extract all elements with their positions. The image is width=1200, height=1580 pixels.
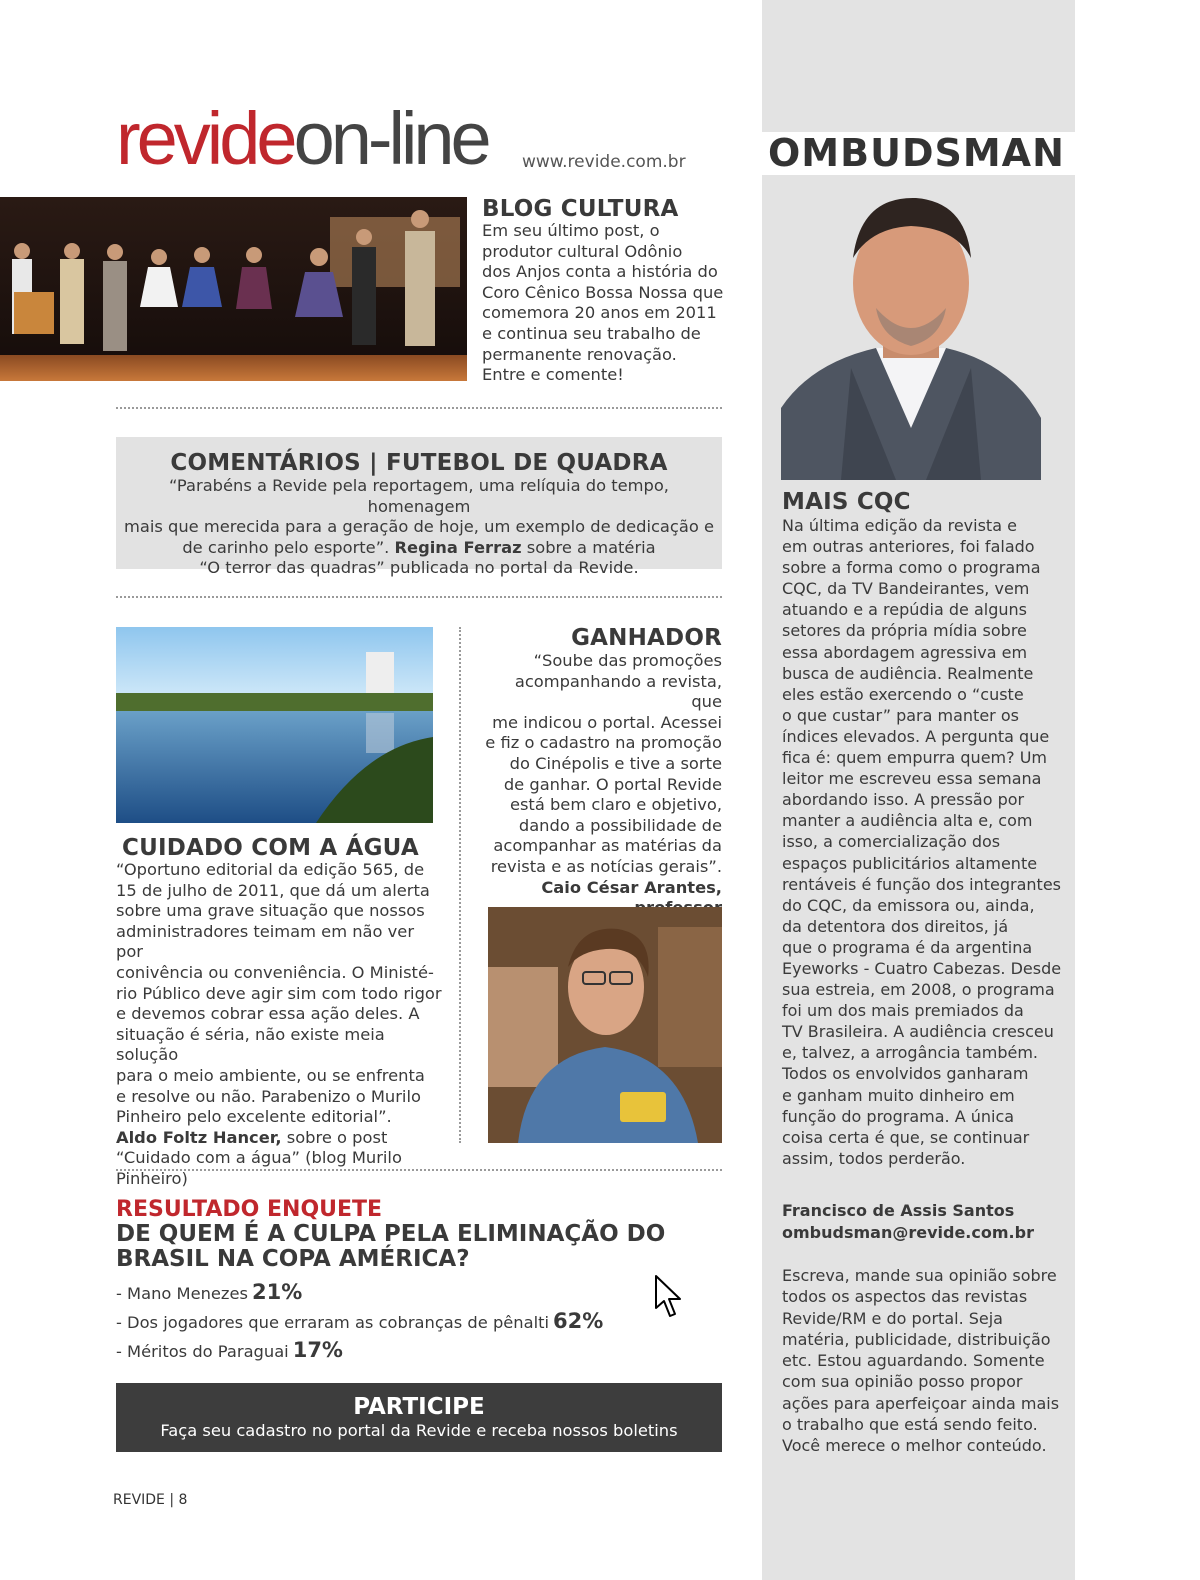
- poll-label[interactable]: RESULTADO ENQUETE: [116, 1197, 383, 1222]
- mais-cqc-title[interactable]: MAIS CQC: [782, 489, 911, 515]
- signature-name: Francisco de Assis Santos: [782, 1201, 1015, 1220]
- winner-line: acompanhando a revista, que: [514, 671, 722, 712]
- blog-cultura-title[interactable]: BLOG CULTURA: [482, 196, 679, 222]
- ombudsman-portrait: [781, 188, 1041, 480]
- ombudsman-line: espaços publicitários altamente: [782, 853, 1038, 873]
- poll-question: [116, 1222, 736, 1272]
- poll-option-text: - Dos jogadores que erraram as cobranças de pênalti: [116, 1313, 550, 1332]
- winner-line: e fiz o cadastro na promoção: [485, 733, 722, 753]
- poll-option-value: 17%: [292, 1338, 343, 1362]
- water-line: Pinheiro pelo excelente editorial”.: [116, 1107, 392, 1127]
- ombudsman-line: setores da própria mídia sobre: [782, 621, 1027, 641]
- participe-title[interactable]: PARTICIPE: [353, 1394, 485, 1420]
- blog-cultura-text: [482, 221, 752, 386]
- ombudsman-line: essa abordagem agressiva em: [782, 642, 1028, 662]
- water-author: Aldo Foltz Hancer,: [116, 1127, 282, 1147]
- ombudsman-line: função do programa. A única: [782, 1106, 1015, 1126]
- ombudsman-line: fica é: quem empurra quem? Um: [782, 748, 1047, 768]
- ombudsman-line: busca de audiência. Realmente: [782, 663, 1034, 683]
- site-url-link[interactable]: www.revide.com.br: [522, 152, 686, 172]
- poll-option: [116, 1280, 302, 1304]
- ombudsman-line: rentáveis é função dos integrantes: [782, 874, 1061, 894]
- ombudsman-line: e, talvez, a arrogância também.: [782, 1043, 1038, 1063]
- comment-line: mais que merecida para a geração de hoje, um exemplo de dedicação e: [124, 517, 714, 537]
- ombudsman-line: abordando isso. A pressão por: [782, 790, 1025, 810]
- poll-option-text: - Mano Menezes: [116, 1284, 248, 1303]
- winner-text: [482, 651, 722, 919]
- ombudsman-line: atuando e a repúdia de alguns: [782, 600, 1027, 620]
- blog-text-line: e continua seu trabalho de: [482, 323, 701, 343]
- ombudsman-line: e ganham muito dinheiro em: [782, 1085, 1015, 1105]
- blog-text-line: permanente renovação.: [482, 344, 677, 364]
- closing-line: todos os aspectos das revistas: [782, 1287, 1028, 1307]
- ombudsman-line: o que custar” para manter os: [782, 705, 1019, 725]
- logo-revide: revide: [116, 97, 294, 180]
- revide-online-logo[interactable]: [116, 97, 488, 180]
- water-line: conivência ou conveniência. O Ministé-: [116, 962, 434, 982]
- water-line: rio Público deve agir sim com todo rigor: [116, 983, 442, 1003]
- ombudsman-line: CQC, da TV Bandeirantes, vem: [782, 579, 1030, 599]
- comment-text: sobre a matéria: [521, 537, 656, 557]
- closing-line: matéria, publicidade, distribuição: [782, 1329, 1051, 1349]
- poll-question-line: DE QUEM É A CULPA PELA ELIMINAÇÃO DO: [116, 1221, 666, 1247]
- winner-line: me indicou o portal. Acessei: [492, 712, 722, 732]
- blog-text-line: Entre e comente!: [482, 365, 624, 385]
- ombudsman-line: TV Brasileira. A audiência cresceu: [782, 1022, 1054, 1042]
- divider: [116, 596, 722, 598]
- comment-line: [116, 538, 722, 559]
- water-text: [116, 860, 446, 1190]
- poll-option-value: 21%: [251, 1280, 303, 1304]
- comments-text: [116, 476, 722, 579]
- closing-line: Revide/RM e do portal. Seja: [782, 1308, 1003, 1328]
- water-text-span: sobre o post: [281, 1127, 388, 1147]
- blog-text-line: produtor cultural Odônio: [482, 241, 683, 261]
- ombudsman-closing: [782, 1265, 1072, 1457]
- winner-line: revista e as notícias gerais”.: [490, 856, 722, 876]
- poll-option: [116, 1338, 343, 1362]
- water-line: “Cuidado com a água” (blog Murilo: [116, 1148, 402, 1168]
- comment-author: Regina Ferraz: [394, 537, 522, 557]
- water-line: “Oportuno editorial da edição 565, de: [116, 860, 425, 879]
- comment-text: de carinho pelo esporte”.: [182, 537, 395, 557]
- water-line: Pinheiro): [116, 1168, 188, 1188]
- water-line: [116, 1128, 446, 1149]
- ombudsman-title: OMBUDSMAN: [768, 131, 1065, 175]
- winner-author: Caio César Arantes,: [541, 877, 722, 897]
- ombudsman-line: Na última edição da revista e: [782, 516, 1017, 535]
- page-footer: REVIDE | 8: [113, 1492, 188, 1508]
- blog-text-line: comemora 20 anos em 2011: [482, 303, 717, 323]
- comment-line: “Parabéns a Revide pela reportagem, uma relíquia do tempo, homenagem: [169, 476, 669, 516]
- winner-line: “Soube das promoções: [533, 651, 722, 670]
- poll-option: [116, 1309, 603, 1333]
- poll-question-line: BRASIL NA COPA AMÉRICA?: [116, 1246, 470, 1272]
- ombudsman-line: manter a audiência alta e, com: [782, 811, 1033, 831]
- winner-photo: [488, 907, 722, 1143]
- closing-line: Escreva, mande sua opinião sobre: [782, 1266, 1057, 1285]
- comment-line: “O terror das quadras” publicada no portal da Revide.: [199, 558, 639, 578]
- ombudsman-line: assim, todos perderão.: [782, 1148, 966, 1168]
- poll-option-value: 62%: [553, 1309, 604, 1333]
- water-line: para o meio ambiente, ou se enfrenta: [116, 1065, 425, 1085]
- winner-line: acompanhar as matérias da: [493, 836, 722, 856]
- closing-line: com sua opinião posso propor: [782, 1372, 1023, 1392]
- divider: [116, 1169, 722, 1171]
- column-divider: [459, 627, 461, 1143]
- ombudsman-line: Eyeworks - Cuatro Cabezas. Desde: [782, 958, 1062, 978]
- closing-line: ações para aperfeiçoar ainda mais: [782, 1393, 1060, 1413]
- poll-option-text: - Méritos do Paraguai: [116, 1342, 289, 1361]
- water-line: administradores teimam em não ver por: [116, 921, 415, 962]
- winner-line: do Cinépolis e tive a sorte: [509, 753, 722, 773]
- water-line: sobre uma grave situação que nossos: [116, 901, 425, 921]
- water-title[interactable]: CUIDADO COM A ÁGUA: [122, 835, 419, 861]
- ombudsman-line: foi um dos mais premiados da: [782, 1001, 1024, 1021]
- logo-online: on-line: [293, 97, 488, 180]
- water-line: e resolve ou não. Parabenizo o Murilo: [116, 1086, 421, 1106]
- ombudsman-line: sua estreia, em 2008, o programa: [782, 980, 1055, 1000]
- blog-text-line: dos Anjos conta a história do: [482, 262, 718, 282]
- ombudsman-line: eles estão exercendo o “custe: [782, 684, 1024, 704]
- comments-title[interactable]: COMENTÁRIOS | FUTEBOL DE QUADRA: [170, 450, 668, 476]
- lake-photo: [116, 627, 433, 823]
- ombudsman-line: Todos os envolvidos ganharam: [782, 1064, 1029, 1084]
- ombudsman-line: leitor me escreveu essa semana: [782, 769, 1042, 789]
- ombudsman-line: coisa certa é que, se continuar: [782, 1127, 1030, 1147]
- ombudsman-line: sobre a forma como o programa: [782, 558, 1041, 578]
- ombudsman-signature: [782, 1200, 1034, 1244]
- ombudsman-line: isso, a comercialização dos: [782, 832, 1001, 852]
- ombudsman-line: índices elevados. A pergunta que: [782, 726, 1050, 746]
- water-line: e devemos cobrar essa ação deles. A: [116, 1004, 420, 1024]
- winner-line: dando a possibilidade de: [518, 815, 722, 835]
- ombudsman-line: em outras anteriores, foi falado: [782, 537, 1035, 557]
- closing-line: o trabalho que está sendo feito.: [782, 1415, 1038, 1435]
- participe-text[interactable]: Faça seu cadastro no portal da Revide e receba nossos boletins: [160, 1421, 678, 1440]
- signature-email[interactable]: ombudsman@revide.com.br: [782, 1223, 1034, 1242]
- blog-text-line: Coro Cênico Bossa Nossa que: [482, 282, 724, 302]
- divider: [116, 407, 722, 409]
- ombudsman-line: da detentora dos direitos, já: [782, 916, 1009, 936]
- blog-text-line: Em seu último post, o: [482, 221, 660, 240]
- water-line: 15 de julho de 2011, que dá um alerta: [116, 880, 430, 900]
- winner-title[interactable]: GANHADOR: [571, 625, 722, 651]
- water-line: situação é séria, não existe meia solução: [116, 1024, 385, 1065]
- closing-line: etc. Estou aguardando. Somente: [782, 1351, 1045, 1371]
- ombudsman-line: que o programa é da argentina: [782, 937, 1033, 957]
- winner-line: de ganhar. O portal Revide: [503, 774, 722, 794]
- ombudsman-line: do CQC, da emissora ou, ainda,: [782, 895, 1035, 915]
- closing-line: Você merece o melhor conteúdo.: [782, 1436, 1047, 1456]
- choir-stage-photo: [0, 197, 467, 381]
- winner-line: está bem claro e objetivo,: [509, 795, 722, 815]
- mouse-pointer-icon: [654, 1274, 684, 1324]
- ombudsman-text: [782, 515, 1072, 1169]
